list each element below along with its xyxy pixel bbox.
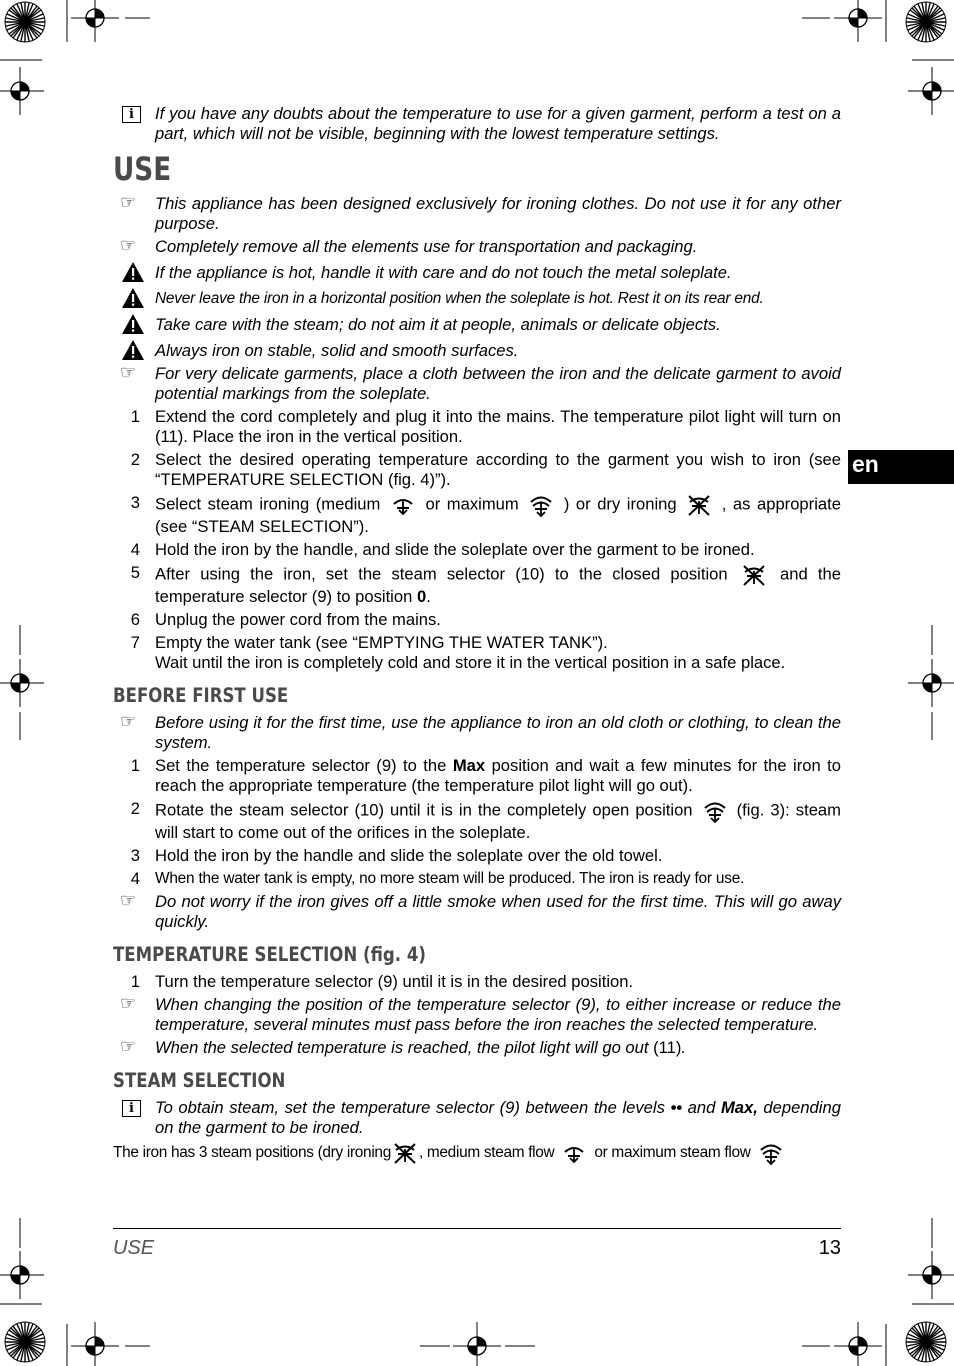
note-hand — [113, 713, 841, 753]
step-text: Hold the iron by the handle and slide the soleplate over the old towel. — [155, 846, 663, 865]
step-text: Empty the water tank (see “EMPTYING THE WATER TANK”). Wait until the iron is completely cold and store it in the vertical position in a safe place. — [155, 633, 786, 672]
section-heading-steam-selection: STEAM SELECTION — [113, 1069, 286, 1092]
section-title-use: USE — [113, 150, 172, 188]
pointing-hand-icon: ☞ — [120, 1036, 137, 1057]
list-item — [113, 450, 841, 490]
warning-triangle-icon — [121, 313, 145, 335]
list-item — [113, 846, 841, 866]
step-number: 1 — [130, 407, 140, 426]
dry-ironing-icon — [741, 563, 767, 587]
page-content — [113, 100, 841, 1165]
warning-triangle-icon — [121, 287, 145, 309]
note-text: This appliance has been designed exclusively for ironing clothes. Do not use it for any other purpose. — [155, 194, 841, 233]
info-icon: i — [122, 1100, 141, 1117]
dry-ironing-icon — [392, 1141, 418, 1165]
step-text: When the water tank is empty, no more steam will be produced. The iron is ready for use. — [155, 870, 745, 887]
step-number: 5 — [130, 563, 140, 582]
note-text: If you have any doubts about the temperature to use for a given garment, perform a test on a part, which will not be visible, beginning with the lowest temperature settings. — [155, 104, 841, 143]
pointing-hand-icon: ☞ — [120, 362, 137, 383]
list-item — [113, 407, 841, 447]
intro-info-note — [113, 104, 841, 144]
list-item — [113, 493, 841, 537]
step-number: 4 — [130, 869, 140, 888]
list-item — [113, 799, 841, 843]
note-text: When the selected temperature is reached, the pilot light will go out (11). — [155, 1038, 687, 1057]
note-text: To obtain steam, set the temperature selector (9) between the levels •• and Max, depending on the garment to be ironed. — [155, 1098, 841, 1137]
steam-medium-icon — [390, 493, 416, 517]
note-text: Take care with the steam; do not aim it at people, animals or delicate objects. — [155, 315, 721, 334]
note-text: Never leave the iron in a horizontal position when the soleplate is hot. Rest it on its rear end. — [155, 290, 764, 307]
list-item — [113, 610, 841, 630]
note-hand — [113, 364, 841, 404]
info-icon: i — [122, 106, 141, 123]
list-item — [113, 869, 841, 889]
step-text: Unplug the power cord from the mains. — [155, 610, 441, 629]
footer-section-title: USE — [113, 1237, 155, 1259]
note-text: Completely remove all the elements use for transportation and packaging. — [155, 237, 698, 256]
step-number: 1 — [130, 756, 140, 775]
warning-triangle-icon — [121, 261, 145, 283]
page-number: 13 — [818, 1237, 841, 1259]
step-number: 2 — [130, 799, 140, 818]
list-item — [113, 633, 841, 673]
note-hand — [113, 237, 841, 257]
pointing-hand-icon: ☞ — [120, 993, 137, 1014]
note-text: Before using it for the first time, use the appliance to iron an old cloth or clothing, to clean the system. — [155, 713, 841, 752]
note-warning — [113, 315, 841, 335]
steam-max-icon — [758, 1141, 784, 1165]
note-hand — [113, 1038, 841, 1058]
pointing-hand-icon: ☞ — [120, 890, 137, 911]
steam-max-icon — [702, 799, 728, 823]
note-warning — [113, 289, 841, 309]
step-number: 3 — [130, 846, 140, 865]
step-number: 2 — [130, 450, 140, 469]
step-text: Select steam ironing (medium or maximum ) or dry ironing , as appropriate (see “STEAM SELECTION”). — [155, 494, 841, 536]
pointing-hand-icon: ☞ — [120, 711, 137, 732]
section-heading-before-first-use: BEFORE FIRST USE — [113, 684, 289, 707]
steam-medium-icon — [561, 1141, 587, 1165]
step-text: Select the desired operating temperature according to the garment you wish to iron (see “TEMPERATURE SELECTION (fig. 4)”). — [155, 450, 841, 489]
section-heading-temperature-selection: TEMPERATURE SELECTION (fig. 4) — [113, 943, 426, 966]
note-text: Do not worry if the iron gives off a little smoke when used for the first time. This will go away quickly. — [155, 892, 841, 931]
note-hand — [113, 194, 841, 234]
note-text: When changing the position of the temperature selector (9), to either increase or reduce the temperature, several minutes must pass before the iron reaches the selected temperature. — [155, 995, 841, 1034]
step-text: After using the iron, set the steam selector (10) to the closed position and the temperature selector (9) to position 0. — [155, 564, 841, 606]
page-footer — [113, 1228, 841, 1260]
step-number: 1 — [130, 972, 140, 991]
pointing-hand-icon: ☞ — [120, 192, 137, 213]
language-tab: en — [848, 450, 954, 484]
warning-triangle-icon — [121, 339, 145, 361]
dry-ironing-icon — [686, 493, 712, 517]
note-text: For very delicate garments, place a cloth between the iron and the delicate garment to avoid potential markings from the soleplate. — [155, 364, 841, 403]
step-text: Rotate the steam selector (10) until it is in the completely open position (fig. 3): steam will start to come out of the orifices in the soleplate. — [155, 800, 841, 842]
step-number: 6 — [130, 610, 140, 629]
note-text: Always iron on stable, solid and smooth surfaces. — [155, 341, 519, 360]
steam-positions-line: The iron has 3 steam positions (dry ironing , medium steam flow or maximum steam flow — [113, 1141, 841, 1165]
list-item — [113, 540, 841, 560]
step-number: 4 — [130, 540, 140, 559]
note-hand — [113, 892, 841, 932]
note-warning — [113, 263, 841, 283]
step-text: Set the temperature selector (9) to the Max position and wait a few minutes for the iron to reach the appropriate temperature (the temperature pilot light will go out). — [155, 756, 841, 795]
list-item — [113, 563, 841, 607]
list-item — [113, 972, 841, 992]
pointing-hand-icon: ☞ — [120, 235, 137, 256]
step-text: Extend the cord completely and plug it into the mains. The temperature pilot light will turn on (11). Place the iron in the vertical position. — [155, 407, 841, 446]
list-item — [113, 756, 841, 796]
note-hand — [113, 995, 841, 1035]
note-warning — [113, 341, 841, 361]
note-text: If the appliance is hot, handle it with care and do not touch the metal soleplate. — [155, 263, 732, 282]
steam-max-icon — [528, 493, 554, 517]
step-number: 7 — [130, 633, 140, 652]
steam-info-note — [113, 1098, 841, 1138]
step-text: Turn the temperature selector (9) until it is in the desired position. — [155, 972, 634, 991]
step-number: 3 — [130, 493, 140, 512]
step-text: Hold the iron by the handle, and slide the soleplate over the garment to be ironed. — [155, 540, 755, 559]
